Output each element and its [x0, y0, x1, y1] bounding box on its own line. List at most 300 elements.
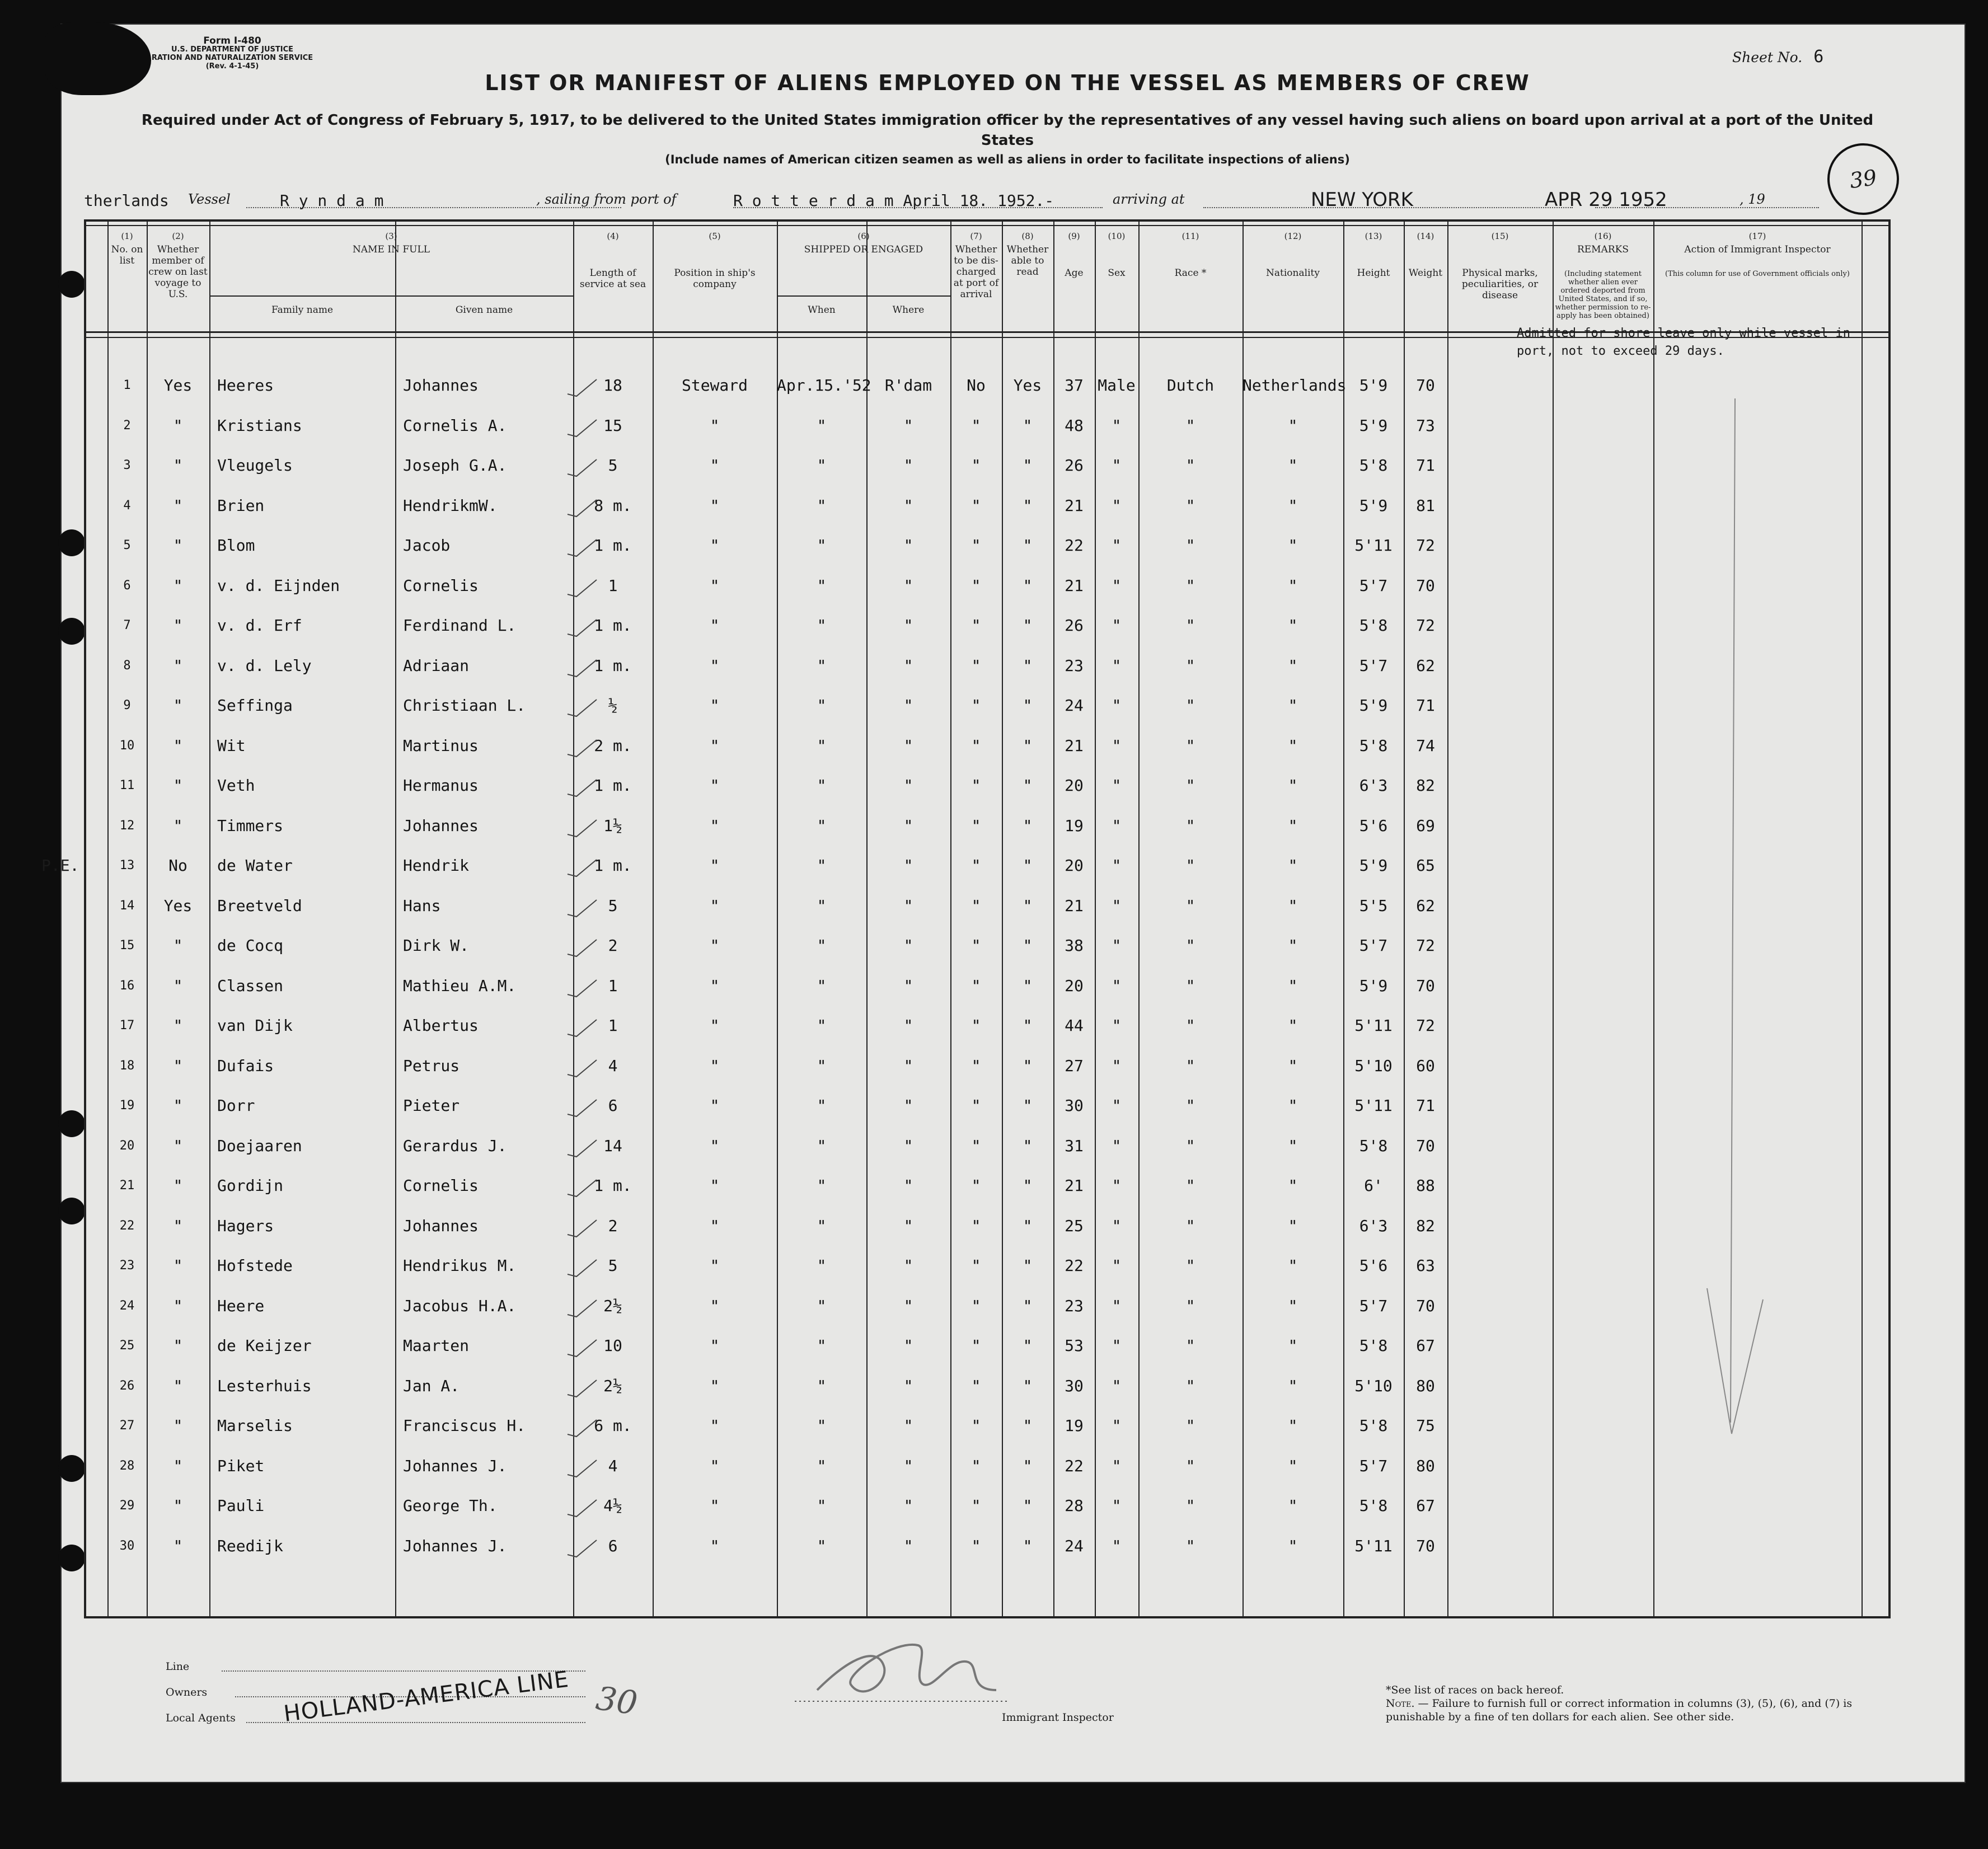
- weight-cell: 70: [1416, 1296, 1435, 1315]
- able-to-read-cell: ": [1023, 736, 1033, 755]
- discharged-cell: ": [971, 656, 981, 675]
- sex-cell: ": [1112, 816, 1122, 835]
- height-cell: 6'3: [1359, 776, 1388, 795]
- row-number: 27: [119, 1419, 135, 1433]
- family-name-cell: Brien: [217, 496, 265, 515]
- shipped-when-cell: ": [817, 1296, 827, 1315]
- row-number: 6: [123, 578, 131, 593]
- sex-cell: ": [1112, 1016, 1122, 1035]
- discharged-cell: ": [971, 976, 981, 995]
- family-name-cell: Hagers: [217, 1216, 274, 1235]
- row-number: 11: [119, 778, 135, 792]
- position-cell: ": [710, 1096, 720, 1115]
- service-length-cell: 6: [608, 1096, 618, 1115]
- check-tick-icon: [565, 578, 599, 600]
- position-cell: ": [710, 1296, 720, 1315]
- table-row: [84, 1246, 1888, 1287]
- weight-cell: 65: [1416, 856, 1435, 875]
- column-number: (1): [121, 231, 133, 241]
- row-number: 25: [119, 1339, 135, 1353]
- note-label: Note.: [1386, 1697, 1415, 1710]
- height-cell: 5'7: [1359, 936, 1388, 955]
- nationality-cell: ": [1288, 1176, 1298, 1195]
- prev-voyage-cell: ": [173, 976, 183, 995]
- age-cell: 21: [1065, 736, 1084, 755]
- family-name-cell: Piket: [217, 1456, 265, 1475]
- nationality-cell: ": [1288, 1456, 1298, 1475]
- shipped-when-cell: ": [817, 1336, 827, 1355]
- given-name-cell: Johannes J.: [403, 1456, 507, 1475]
- nationality-cell: ": [1288, 416, 1298, 435]
- height-cell: 5'7: [1359, 576, 1388, 595]
- family-name-cell: Timmers: [217, 816, 284, 835]
- height-cell: 5'6: [1359, 816, 1388, 835]
- race-cell: ": [1185, 1096, 1195, 1115]
- column-header: [1095, 231, 1138, 279]
- row-number: 26: [119, 1378, 135, 1393]
- race-cell: ": [1185, 696, 1195, 715]
- height-cell: 5'10: [1354, 1056, 1392, 1075]
- given-name-cell: Cornelis A.: [403, 416, 507, 435]
- check-tick-icon: [565, 1058, 599, 1080]
- nationality-cell: ": [1288, 816, 1298, 835]
- check-tick-icon: [565, 1378, 599, 1400]
- prev-voyage-cell: ": [173, 1536, 183, 1555]
- shipped-when-cell: ": [817, 1136, 827, 1155]
- given-name-cell: Jacob: [403, 536, 451, 555]
- age-cell: 22: [1065, 1256, 1084, 1275]
- table-row: [84, 366, 1888, 406]
- column-header: [209, 231, 573, 255]
- position-cell: ": [710, 1256, 720, 1275]
- form-number: Form I-480: [203, 35, 261, 46]
- row-number: 5: [123, 538, 131, 552]
- able-to-read-cell: ": [1023, 456, 1033, 475]
- discharged-cell: ": [971, 536, 981, 555]
- weight-cell: 70: [1416, 376, 1435, 395]
- weight-cell: 75: [1416, 1416, 1435, 1435]
- table-row: [84, 406, 1888, 447]
- sex-cell: ": [1112, 856, 1122, 875]
- shipped-where-cell: ": [903, 616, 913, 635]
- row-number: 4: [123, 498, 131, 513]
- row-number: 14: [119, 898, 135, 913]
- column-header: [209, 304, 395, 316]
- able-to-read-cell: ": [1023, 1016, 1033, 1035]
- table-row: [84, 526, 1888, 566]
- column-header: [1053, 231, 1095, 279]
- column-label: Action of Immigrant Inspector: [1684, 244, 1831, 255]
- prev-voyage-cell: ": [173, 416, 183, 435]
- race-cell: ": [1185, 416, 1195, 435]
- given-name-cell: George Th.: [403, 1496, 498, 1515]
- shipped-when-cell: ": [817, 1496, 827, 1515]
- column-label: Sex: [1108, 268, 1126, 279]
- column-header: [866, 304, 950, 316]
- position-cell: ": [710, 1016, 720, 1035]
- service-length-cell: 4½: [603, 1496, 622, 1515]
- service-length-cell: 18: [603, 376, 622, 395]
- service-length-cell: 4: [608, 1456, 618, 1475]
- family-name-cell: Reedijk: [217, 1536, 284, 1555]
- shipped-when-cell: ": [817, 576, 827, 595]
- nationality-cell: ": [1288, 656, 1298, 675]
- check-tick-icon: [565, 498, 599, 520]
- height-cell: 5'10: [1354, 1376, 1392, 1395]
- weight-cell: 69: [1416, 816, 1435, 835]
- prev-voyage-cell: ": [173, 576, 183, 595]
- race-cell: ": [1185, 736, 1195, 755]
- nationality-cell: ": [1288, 936, 1298, 955]
- age-cell: 26: [1065, 456, 1084, 475]
- discharged-cell: ": [971, 1296, 981, 1315]
- race-cell: ": [1185, 1016, 1195, 1035]
- discharged-cell: ": [971, 496, 981, 515]
- check-tick-icon: [565, 1418, 599, 1440]
- prev-voyage-cell: ": [173, 696, 183, 715]
- prev-voyage-cell: ": [173, 536, 183, 555]
- sex-cell: ": [1112, 1096, 1122, 1115]
- service-length-cell: 1 m.: [594, 656, 632, 675]
- weight-cell: 70: [1416, 576, 1435, 595]
- sheet-number: [1732, 47, 1823, 67]
- given-name-cell: Maarten: [403, 1336, 470, 1355]
- sex-cell: ": [1112, 976, 1122, 995]
- shipped-when-cell: ": [817, 1416, 827, 1435]
- given-name-cell: Martinus: [403, 736, 479, 755]
- nationality-cell: ": [1288, 1096, 1298, 1115]
- discharged-cell: ": [971, 856, 981, 875]
- able-to-read-cell: ": [1023, 616, 1033, 635]
- age-cell: 21: [1065, 1176, 1084, 1195]
- sex-cell: ": [1112, 1256, 1122, 1275]
- sheet-value: 6: [1813, 47, 1824, 67]
- position-cell: ": [710, 576, 720, 595]
- sex-cell: ": [1112, 456, 1122, 475]
- height-cell: 5'7: [1359, 1296, 1388, 1315]
- column-number: (15): [1491, 231, 1509, 241]
- given-name-cell: Ferdinand L.: [403, 616, 517, 635]
- age-cell: 23: [1065, 1296, 1084, 1315]
- weight-cell: 62: [1416, 656, 1435, 675]
- shipped-when-cell: ": [817, 1096, 827, 1115]
- row-number: 7: [123, 618, 131, 632]
- column-label: Whether member of crew on last voyage to U.S.: [148, 244, 208, 300]
- sex-cell: ": [1112, 416, 1122, 435]
- column-label: Where: [892, 304, 925, 316]
- form-rev: (Rev. 4-1-45): [205, 62, 259, 71]
- able-to-read-cell: ": [1023, 816, 1033, 835]
- sex-cell: ": [1112, 1456, 1122, 1475]
- check-tick-icon: [565, 1538, 599, 1560]
- row-number: 10: [119, 738, 135, 753]
- prev-voyage-cell: ": [173, 936, 183, 955]
- able-to-read-cell: ": [1023, 576, 1033, 595]
- discharged-cell: ": [971, 1176, 981, 1195]
- check-tick-icon: [565, 1218, 599, 1240]
- check-tick-icon: [565, 377, 599, 400]
- service-length-cell: 14: [603, 1136, 622, 1155]
- age-cell: 22: [1065, 1456, 1084, 1475]
- sex-cell: ": [1112, 736, 1122, 755]
- punch-hole: [58, 1110, 85, 1137]
- sex-cell: ": [1112, 1416, 1122, 1435]
- sailing-port: R o t t e r d a m April 18. 1952.-: [733, 191, 1054, 210]
- age-cell: 20: [1065, 856, 1084, 875]
- column-number: (11): [1181, 231, 1199, 241]
- page-subtitle: Required under Act of Congress of February 5, 1917, to be delivered to the United States immigration officer by the representatives of any vessel having such aliens on board upon arrival at a port of the United States: [141, 112, 1874, 149]
- able-to-read-cell: ": [1023, 776, 1033, 795]
- prev-voyage-cell: ": [173, 656, 183, 675]
- age-cell: 20: [1065, 776, 1084, 795]
- column-label: Height: [1357, 268, 1390, 279]
- position-cell: ": [710, 816, 720, 835]
- able-to-read-cell: ": [1023, 976, 1033, 995]
- race-cell: ": [1185, 456, 1195, 475]
- family-name-cell: Vleugels: [217, 456, 293, 475]
- position-cell: ": [710, 696, 720, 715]
- column-header: [777, 304, 866, 316]
- column-label: Family name: [271, 304, 334, 316]
- nationality-cell: ": [1288, 536, 1298, 555]
- prev-voyage-cell: ": [173, 496, 183, 515]
- race-cell: ": [1185, 1376, 1195, 1395]
- weight-cell: 71: [1416, 1096, 1435, 1115]
- sex-cell: ": [1112, 496, 1122, 515]
- discharged-cell: ": [971, 696, 981, 715]
- prev-voyage-cell: Yes: [163, 376, 193, 395]
- able-to-read-cell: ": [1023, 1296, 1033, 1315]
- shipped-when-cell: ": [817, 456, 827, 475]
- column-label: Nationality: [1266, 268, 1320, 279]
- sailing-label: , sailing from port of: [536, 191, 677, 207]
- race-cell: ": [1185, 856, 1195, 875]
- discharged-cell: ": [971, 896, 981, 915]
- race-cell: ": [1185, 1136, 1195, 1155]
- column-label: SHIPPED OR ENGAGED: [804, 244, 923, 255]
- weight-cell: 60: [1416, 1056, 1435, 1075]
- table-row: [84, 1287, 1888, 1327]
- nationality-cell: ": [1288, 696, 1298, 715]
- sex-cell: ": [1112, 1216, 1122, 1235]
- table-row: [84, 1367, 1888, 1407]
- service-length-cell: 1½: [603, 816, 622, 835]
- age-cell: 27: [1065, 1056, 1084, 1075]
- age-cell: 20: [1065, 976, 1084, 995]
- race-cell: ": [1185, 1456, 1195, 1475]
- race-cell: ": [1185, 936, 1195, 955]
- shipped-where-cell: ": [903, 696, 913, 715]
- row-number: 18: [119, 1058, 135, 1073]
- column-number: (3): [385, 231, 397, 241]
- position-cell: ": [710, 416, 720, 435]
- row-number: 19: [119, 1099, 135, 1113]
- family-name-cell: Lesterhuis: [217, 1376, 312, 1395]
- discharged-cell: ": [971, 416, 981, 435]
- race-cell: ": [1185, 1296, 1195, 1315]
- height-cell: 5'8: [1359, 1416, 1388, 1435]
- table-row: [84, 1006, 1888, 1046]
- column-label: (Including statement whether alien ever ordered deported from United States, and if so, whether permission to re-apply has been obtained): [1555, 270, 1651, 320]
- prev-voyage-cell: ": [173, 1056, 183, 1075]
- column-header: [1653, 231, 1862, 255]
- table-row: [41, 846, 1888, 886]
- service-length-cell: 1 m.: [594, 536, 632, 555]
- table-row: [84, 686, 1888, 726]
- row-number: 15: [119, 938, 135, 952]
- column-header: [1447, 231, 1553, 301]
- nationality-cell: ": [1288, 1376, 1298, 1395]
- nationality-cell: ": [1288, 1136, 1298, 1155]
- discharged-cell: ": [971, 736, 981, 755]
- column-header: [1002, 231, 1053, 278]
- check-tick-icon: [565, 777, 599, 800]
- service-length-cell: 1 m.: [594, 856, 632, 875]
- able-to-read-cell: ": [1023, 1256, 1033, 1275]
- check-tick-icon: [565, 617, 599, 640]
- discharged-cell: ": [971, 1216, 981, 1235]
- age-cell: 38: [1065, 936, 1084, 955]
- able-to-read-cell: ": [1023, 1336, 1033, 1355]
- prev-voyage-cell: ": [173, 1096, 183, 1115]
- given-name-cell: Jacobus H.A.: [403, 1296, 517, 1315]
- age-cell: 44: [1065, 1016, 1084, 1035]
- shipped-when-cell: ": [817, 496, 827, 515]
- table-row: [84, 926, 1888, 966]
- race-cell: ": [1185, 1216, 1195, 1235]
- age-cell: 26: [1065, 616, 1084, 635]
- prev-voyage-cell: ": [173, 1376, 183, 1395]
- sex-cell: ": [1112, 616, 1122, 635]
- column-number: (2): [172, 231, 184, 241]
- nationality-cell: ": [1288, 1496, 1298, 1515]
- shipped-when-cell: Apr.15.'52: [777, 376, 871, 395]
- column-header: [1242, 231, 1343, 279]
- row-number: 24: [119, 1298, 135, 1313]
- nationality-cell: ": [1288, 576, 1298, 595]
- able-to-read-cell: ": [1023, 656, 1033, 675]
- height-cell: 5'9: [1359, 856, 1388, 875]
- shipped-when-cell: ": [817, 1456, 827, 1475]
- family-name-cell: Blom: [217, 536, 255, 555]
- service-length-cell: 2: [608, 1216, 618, 1235]
- weight-cell: 81: [1416, 496, 1435, 515]
- height-cell: 5'11: [1354, 1016, 1392, 1035]
- nationality-cell: ": [1288, 896, 1298, 915]
- weight-cell: 72: [1416, 536, 1435, 555]
- able-to-read-cell: ": [1023, 1416, 1033, 1435]
- given-name-cell: Franciscus H.: [403, 1416, 526, 1435]
- row-number: 12: [119, 818, 135, 833]
- service-length-cell: 2½: [603, 1296, 622, 1315]
- service-length-cell: ½: [608, 696, 618, 715]
- sex-cell: ": [1112, 1136, 1122, 1155]
- height-cell: 5'11: [1354, 1536, 1392, 1555]
- date-stamp: APR 29 1952: [1545, 189, 1667, 211]
- sex-cell: ": [1112, 1536, 1122, 1555]
- height-cell: 5'11: [1354, 1096, 1392, 1115]
- check-tick-icon: [565, 417, 599, 440]
- row-number: 2: [123, 418, 131, 433]
- table-row: [84, 766, 1888, 806]
- shipped-where-cell: ": [903, 576, 913, 595]
- nationality-cell: ": [1288, 856, 1298, 875]
- column-number: (6): [857, 231, 870, 241]
- check-tick-icon: [565, 818, 599, 840]
- prev-voyage-cell: ": [173, 1296, 183, 1315]
- height-cell: 6': [1364, 1176, 1383, 1195]
- height-cell: 5'8: [1359, 616, 1388, 635]
- table-row: [84, 446, 1888, 486]
- vessel-name: R y n d a m: [280, 191, 384, 210]
- check-tick-icon: [565, 1458, 599, 1480]
- race-cell: ": [1185, 1416, 1195, 1435]
- weight-cell: 63: [1416, 1256, 1435, 1275]
- position-cell: ": [710, 1496, 720, 1515]
- handwritten-count: 30: [593, 1679, 640, 1723]
- position-cell: ": [710, 1056, 720, 1075]
- discharged-cell: ": [971, 1096, 981, 1115]
- service-length-cell: 6: [608, 1536, 618, 1555]
- family-name-cell: Kristians: [217, 416, 302, 435]
- age-cell: 53: [1065, 1336, 1084, 1355]
- nationality-cell: ": [1288, 1256, 1298, 1275]
- column-header: [653, 231, 777, 290]
- position-cell: ": [710, 856, 720, 875]
- prev-voyage-cell: ": [173, 1216, 183, 1235]
- column-header: [950, 231, 1002, 300]
- shipped-where-cell: ": [903, 736, 913, 755]
- nationality-cell: ": [1288, 1416, 1298, 1435]
- table-row: [84, 806, 1888, 847]
- family-name-cell: de Cocq: [217, 936, 284, 955]
- column-number: (17): [1748, 231, 1766, 241]
- prev-voyage-cell: ": [173, 1016, 183, 1035]
- height-cell: 5'8: [1359, 736, 1388, 755]
- able-to-read-cell: ": [1023, 936, 1033, 955]
- family-name-cell: Dorr: [217, 1096, 255, 1115]
- shipped-when-cell: ": [817, 896, 827, 915]
- table-rule: [209, 295, 573, 297]
- sex-cell: Male: [1098, 376, 1136, 395]
- nationality-cell: ": [1288, 456, 1298, 475]
- height-cell: 5'7: [1359, 1456, 1388, 1475]
- service-length-cell: 1 m.: [594, 1176, 632, 1195]
- sex-cell: ": [1112, 1496, 1122, 1515]
- page-instruction: (Include names of American citizen seamen as well as aliens in order to facilitate inspections of aliens): [665, 153, 1350, 166]
- age-cell: 21: [1065, 496, 1084, 515]
- row-number: 13: [119, 858, 135, 872]
- shipped-where-cell: ": [903, 856, 913, 875]
- position-cell: ": [710, 616, 720, 635]
- shipped-when-cell: ": [817, 1256, 827, 1275]
- arrival-port: NEW YORK: [1311, 189, 1413, 211]
- column-label: When: [808, 304, 836, 316]
- discharged-cell: ": [971, 936, 981, 955]
- row-number: 22: [119, 1218, 135, 1233]
- able-to-read-cell: Yes: [1013, 376, 1042, 395]
- able-to-read-cell: ": [1023, 1176, 1033, 1195]
- sex-cell: ": [1112, 656, 1122, 675]
- race-cell: ": [1185, 776, 1195, 795]
- shipped-when-cell: ": [817, 1176, 827, 1195]
- shipped-where-cell: ": [903, 816, 913, 835]
- height-cell: 5'7: [1359, 656, 1388, 675]
- given-name-cell: Joseph G.A.: [403, 456, 507, 475]
- column-header: [573, 231, 653, 290]
- height-cell: 6'3: [1359, 1216, 1388, 1235]
- able-to-read-cell: ": [1023, 1496, 1033, 1515]
